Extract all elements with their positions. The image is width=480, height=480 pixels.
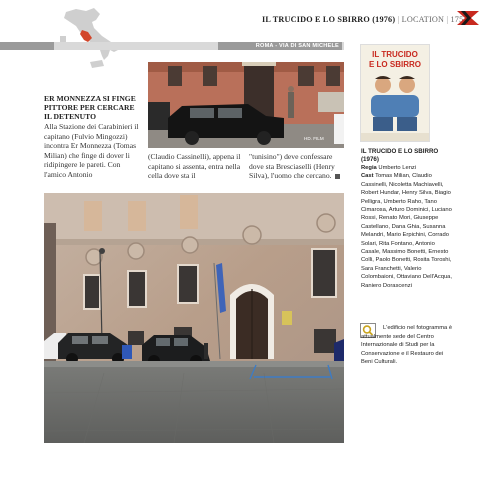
article-column-2: (Claudio Cassinelli), appena il capitano si assenta, entra nella cella dove sta il bbox=[148, 152, 241, 181]
running-head-separator-2: | bbox=[446, 15, 449, 24]
film-poster-art bbox=[361, 45, 429, 141]
regia-label: Regia bbox=[361, 165, 377, 171]
chevron-icon bbox=[457, 11, 479, 25]
italy-map-icon bbox=[52, 6, 122, 72]
end-mark bbox=[335, 174, 340, 179]
location-photo bbox=[44, 193, 344, 443]
running-head-section: LOCATION bbox=[401, 15, 445, 24]
photo-credit-label: HD. FILM bbox=[304, 136, 324, 141]
header-rule-accent bbox=[0, 42, 54, 50]
cast-value: Tomas Milian, Claudio Cassinelli, Nicoletta Machiavelli, Robert Hundar, Henry Silva, Biagio Pelligra, Umberto Raho, Tano Cimarosa, Arturo Dominici, Luciano Rossi, Renato Mori, Giuseppe Castellano, Dana Ghia, Susanna Melandri, Mario Erpichini, Corrado Solari, Rita Fontano, Antonio Casale, Massimo Bonetti, Ernesto Colli, Paolo Bonetti, Rosita Toroshi, Sara Franchetti, Valerio Colombaioni, Ottaviano Dell'Acqua, Raniero Dorascenzi bbox=[361, 173, 453, 289]
running-head-separator: | bbox=[397, 15, 400, 24]
article-column-1: Alla Stazione dei Carabinieri il capitano (Fulvio Mingozzi) incontra Er Monnezza (Tomas Milian) che finge di dover li ridipingere le pareti. Con l'amico Antonio bbox=[44, 122, 139, 179]
running-head-film: IL TRUCIDO E LO SBIRRO bbox=[262, 15, 370, 24]
running-head-year: (1976) bbox=[372, 15, 396, 24]
location-note: L'edificio nel fotogramma è attualmente sede del Centro Internazionale di Studi per la Conservazione e il Restauro dei Beni Culturali. bbox=[361, 325, 453, 366]
poster-title-line1: IL TRUCIDO bbox=[372, 50, 418, 59]
running-head bbox=[262, 15, 464, 24]
film-poster bbox=[360, 44, 430, 142]
page-number: 175 bbox=[450, 15, 464, 24]
sidebar-film-title: IL TRUCIDO E LO SBIRRO (1976) bbox=[361, 148, 439, 163]
poster-title-line2: E LO SBIRRO bbox=[368, 60, 422, 69]
article-column-3-text: "tunisino") deve confessare dove sta Bresciaselli (Henry Silva), l'uomo che cercano. bbox=[249, 152, 335, 181]
location-label: ROMA - VIA DI SAN MICHELE bbox=[218, 42, 342, 50]
cast-label: Cast bbox=[361, 173, 374, 180]
article-column-3 bbox=[249, 152, 345, 181]
sidebar-credits bbox=[361, 164, 453, 290]
article-heading: ER MONNEZZA SI FINGE PITTORE PER CERCARE IL DETENUTO bbox=[44, 94, 136, 121]
regia-value: Umberto Lenzi bbox=[378, 165, 417, 171]
